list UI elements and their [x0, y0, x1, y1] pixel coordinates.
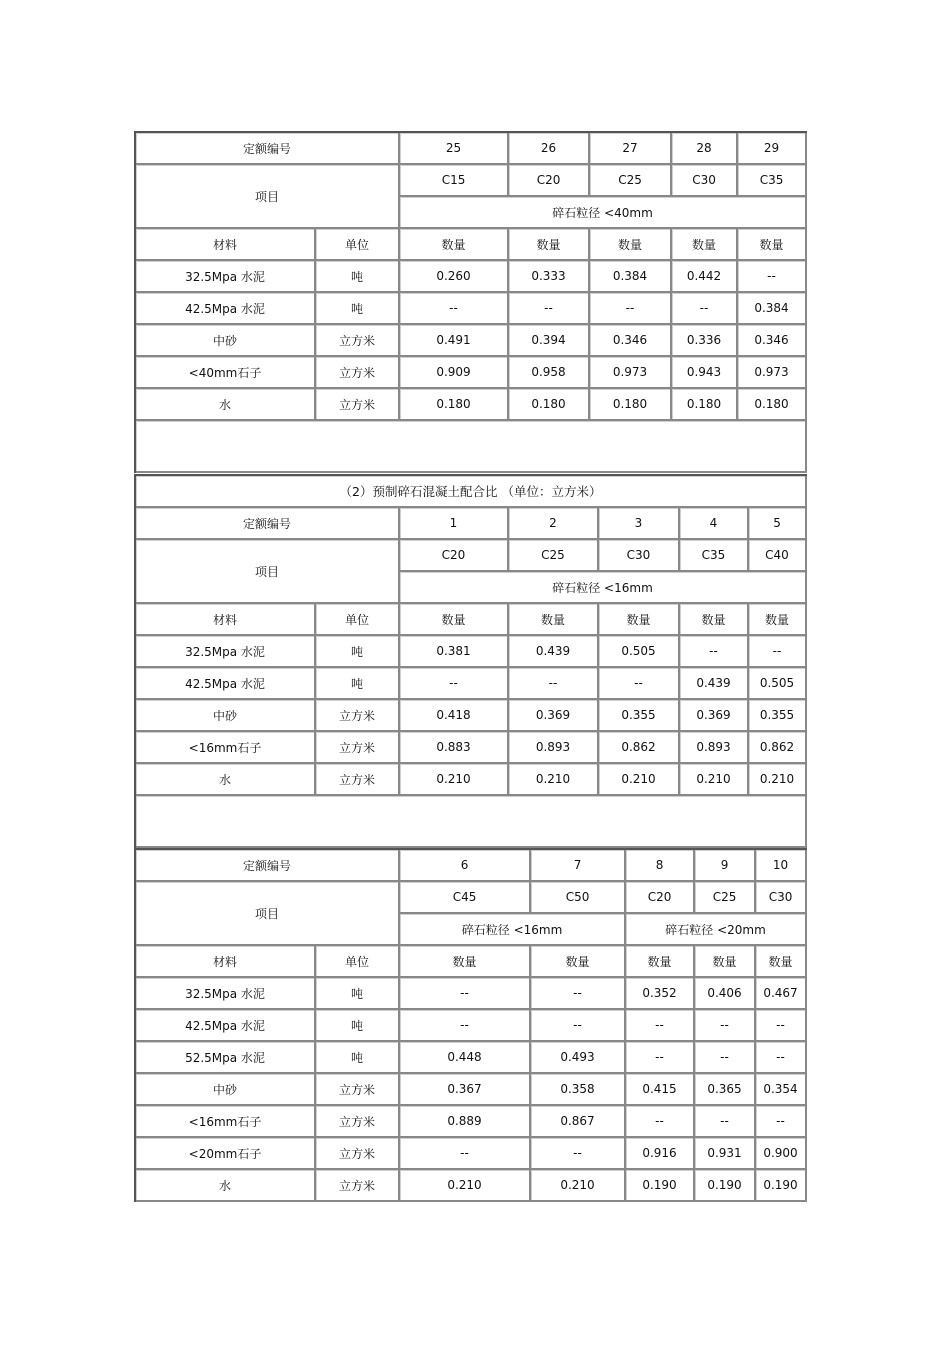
- item-label: 项目: [136, 165, 400, 229]
- quantity-cell: 0.352: [626, 978, 695, 1010]
- material-unit: 立方米: [316, 1170, 400, 1202]
- quantity-cell: --: [531, 1010, 626, 1042]
- quantity-cell: 0.210: [749, 764, 807, 796]
- quantity-cell: 0.467: [756, 978, 807, 1010]
- mix-ratio-table-2: [134, 474, 807, 848]
- table-row: [136, 1042, 807, 1074]
- grade-row: [136, 540, 807, 572]
- quantity-cell: 0.180: [590, 389, 672, 421]
- quantity-header: 数量: [680, 604, 749, 636]
- quantity-header: 数量: [738, 229, 807, 261]
- grade-row: [136, 882, 807, 914]
- blank-row: [136, 421, 807, 473]
- material-unit: 立方米: [316, 357, 400, 389]
- quantity-cell: 0.916: [626, 1138, 695, 1170]
- material-name: <16mm石子: [136, 1106, 316, 1138]
- quota-code: 7: [531, 850, 626, 882]
- quantity-cell: --: [626, 1106, 695, 1138]
- quantity-header: 数量: [695, 946, 756, 978]
- material-header: 材料: [136, 604, 316, 636]
- quota-code: 1: [400, 508, 509, 540]
- quantity-cell: 0.210: [400, 1170, 531, 1202]
- quantity-cell: --: [756, 1042, 807, 1074]
- material-unit: 立方米: [316, 1138, 400, 1170]
- quota-code: 3: [599, 508, 680, 540]
- material-name: 32.5Mpa 水泥: [136, 636, 316, 668]
- quantity-cell: 0.384: [590, 261, 672, 293]
- column-header-row: [136, 604, 807, 636]
- concrete-grade: C40: [749, 540, 807, 572]
- material-unit: 吨: [316, 1010, 400, 1042]
- quantity-cell: 0.862: [599, 732, 680, 764]
- quantity-header: 数量: [599, 604, 680, 636]
- quantity-cell: 0.893: [509, 732, 599, 764]
- quantity-cell: --: [531, 978, 626, 1010]
- quantity-cell: 0.889: [400, 1106, 531, 1138]
- caption-row: [136, 476, 807, 508]
- quantity-cell: --: [680, 636, 749, 668]
- material-unit: 立方米: [316, 1106, 400, 1138]
- quantity-cell: 0.909: [400, 357, 509, 389]
- quantity-cell: 0.336: [672, 325, 738, 357]
- quantity-cell: 0.415: [626, 1074, 695, 1106]
- concrete-grade: C30: [756, 882, 807, 914]
- material-name: 水: [136, 389, 316, 421]
- blank-cell: [136, 421, 807, 473]
- table-row: [136, 261, 807, 293]
- material-unit: 立方米: [316, 764, 400, 796]
- quantity-cell: --: [695, 1042, 756, 1074]
- quantity-cell: --: [738, 261, 807, 293]
- quota-code: 26: [509, 133, 590, 165]
- concrete-grade: C25: [695, 882, 756, 914]
- table-row: [136, 1106, 807, 1138]
- table-row: [136, 978, 807, 1010]
- quantity-cell: 0.384: [738, 293, 807, 325]
- quantity-cell: --: [749, 636, 807, 668]
- quantity-cell: 0.190: [626, 1170, 695, 1202]
- quantity-cell: 0.365: [695, 1074, 756, 1106]
- quantity-cell: --: [599, 668, 680, 700]
- table-row: [136, 293, 807, 325]
- quantity-cell: 0.346: [590, 325, 672, 357]
- quota-code: 4: [680, 508, 749, 540]
- table-row: [136, 1138, 807, 1170]
- concrete-grade: C35: [680, 540, 749, 572]
- material-name: 水: [136, 1170, 316, 1202]
- table-row: [136, 1074, 807, 1106]
- quantity-cell: 0.505: [749, 668, 807, 700]
- concrete-grade: C20: [626, 882, 695, 914]
- quantity-cell: 0.943: [672, 357, 738, 389]
- quantity-header: 数量: [590, 229, 672, 261]
- material-name: 52.5Mpa 水泥: [136, 1042, 316, 1074]
- quantity-header: 数量: [626, 946, 695, 978]
- material-unit: 吨: [316, 636, 400, 668]
- item-label: 项目: [136, 540, 400, 604]
- quota-code: 8: [626, 850, 695, 882]
- quantity-cell: --: [400, 668, 509, 700]
- material-name: 42.5Mpa 水泥: [136, 1010, 316, 1042]
- unit-header: 单位: [316, 946, 400, 978]
- table-row: [136, 732, 807, 764]
- quantity-cell: 0.958: [509, 357, 590, 389]
- material-name: 42.5Mpa 水泥: [136, 293, 316, 325]
- table-row: [136, 325, 807, 357]
- concrete-grade: C35: [738, 165, 807, 197]
- quantity-header: 数量: [531, 946, 626, 978]
- quota-code: 2: [509, 508, 599, 540]
- material-name: 中砂: [136, 1074, 316, 1106]
- item-label: 项目: [136, 882, 400, 946]
- quantity-cell: 0.210: [531, 1170, 626, 1202]
- column-header-row: [136, 229, 807, 261]
- table-row: [136, 1170, 807, 1202]
- quantity-cell: --: [531, 1138, 626, 1170]
- material-name: 32.5Mpa 水泥: [136, 978, 316, 1010]
- quantity-cell: 0.442: [672, 261, 738, 293]
- material-unit: 立方米: [316, 325, 400, 357]
- quantity-cell: --: [400, 978, 531, 1010]
- quantity-cell: 0.210: [680, 764, 749, 796]
- quota-code: 6: [400, 850, 531, 882]
- aggregate-size: 碎石粒径 <16mm: [400, 914, 626, 946]
- quantity-cell: 0.210: [509, 764, 599, 796]
- aggregate-size: 碎石粒径 <40mm: [400, 197, 807, 229]
- quota-code: 29: [738, 133, 807, 165]
- table-row: [136, 668, 807, 700]
- concrete-grade: C45: [400, 882, 531, 914]
- quantity-cell: 0.406: [695, 978, 756, 1010]
- quantity-cell: 0.883: [400, 732, 509, 764]
- quantity-cell: 0.900: [756, 1138, 807, 1170]
- unit-header: 单位: [316, 604, 400, 636]
- quantity-cell: 0.931: [695, 1138, 756, 1170]
- material-unit: 吨: [316, 978, 400, 1010]
- quantity-cell: --: [626, 1010, 695, 1042]
- quantity-cell: 0.493: [531, 1042, 626, 1074]
- quantity-cell: 0.346: [738, 325, 807, 357]
- table-row: [136, 700, 807, 732]
- quantity-cell: 0.355: [599, 700, 680, 732]
- quota-code: 25: [400, 133, 509, 165]
- quantity-cell: 0.358: [531, 1074, 626, 1106]
- quantity-cell: 0.893: [680, 732, 749, 764]
- grade-row: [136, 165, 807, 197]
- quota-code: 28: [672, 133, 738, 165]
- quantity-cell: 0.418: [400, 700, 509, 732]
- quantity-cell: --: [695, 1106, 756, 1138]
- quantity-cell: 0.260: [400, 261, 509, 293]
- quantity-cell: 0.369: [509, 700, 599, 732]
- table-row: [136, 636, 807, 668]
- quantity-header: 数量: [756, 946, 807, 978]
- concrete-grade: C20: [400, 540, 509, 572]
- material-unit: 吨: [316, 1042, 400, 1074]
- quantity-cell: 0.354: [756, 1074, 807, 1106]
- material-name: <20mm石子: [136, 1138, 316, 1170]
- concrete-grade: C25: [509, 540, 599, 572]
- quantity-cell: 0.381: [400, 636, 509, 668]
- table-caption: （2）预制碎石混凝土配合比 （单位：立方米）: [136, 476, 807, 508]
- quantity-cell: 0.180: [672, 389, 738, 421]
- material-unit: 立方米: [316, 700, 400, 732]
- quantity-header: 数量: [672, 229, 738, 261]
- quantity-cell: --: [626, 1042, 695, 1074]
- quantity-cell: 0.355: [749, 700, 807, 732]
- quantity-cell: 0.394: [509, 325, 590, 357]
- material-unit: 立方米: [316, 732, 400, 764]
- quantity-cell: 0.491: [400, 325, 509, 357]
- concrete-grade: C15: [400, 165, 509, 197]
- quantity-cell: 0.210: [400, 764, 509, 796]
- quantity-header: 数量: [400, 229, 509, 261]
- material-unit: 立方米: [316, 389, 400, 421]
- concrete-grade: C20: [509, 165, 590, 197]
- material-header: 材料: [136, 946, 316, 978]
- blank-row: [136, 796, 807, 848]
- quantity-cell: 0.862: [749, 732, 807, 764]
- quota-code: 9: [695, 850, 756, 882]
- quantity-cell: 0.180: [738, 389, 807, 421]
- quantity-cell: --: [400, 293, 509, 325]
- quantity-cell: 0.190: [695, 1170, 756, 1202]
- quantity-cell: 0.448: [400, 1042, 531, 1074]
- quota-code: 5: [749, 508, 807, 540]
- quota-code: 27: [590, 133, 672, 165]
- material-unit: 吨: [316, 293, 400, 325]
- quota-code-label: 定额编号: [136, 508, 400, 540]
- material-name: 中砂: [136, 700, 316, 732]
- blank-cell: [136, 796, 807, 848]
- quantity-cell: --: [756, 1010, 807, 1042]
- quantity-cell: --: [400, 1138, 531, 1170]
- quantity-cell: --: [695, 1010, 756, 1042]
- material-unit: 立方米: [316, 1074, 400, 1106]
- quantity-cell: --: [400, 1010, 531, 1042]
- quantity-cell: 0.367: [400, 1074, 531, 1106]
- quantity-cell: 0.180: [509, 389, 590, 421]
- quantity-cell: 0.973: [590, 357, 672, 389]
- unit-header: 单位: [316, 229, 400, 261]
- material-unit: 吨: [316, 668, 400, 700]
- quota-code-row: [136, 850, 807, 882]
- quota-code-row: [136, 133, 807, 165]
- concrete-grade: C25: [590, 165, 672, 197]
- material-name: 水: [136, 764, 316, 796]
- table-row: [136, 357, 807, 389]
- concrete-grade: C50: [531, 882, 626, 914]
- mix-ratio-table-3: [134, 848, 807, 1202]
- quantity-cell: 0.973: [738, 357, 807, 389]
- material-name: 42.5Mpa 水泥: [136, 668, 316, 700]
- quota-code-label: 定额编号: [136, 133, 400, 165]
- aggregate-size: 碎石粒径 <20mm: [626, 914, 807, 946]
- concrete-grade: C30: [672, 165, 738, 197]
- quantity-cell: 0.333: [509, 261, 590, 293]
- quantity-header: 数量: [509, 229, 590, 261]
- quantity-cell: 0.210: [599, 764, 680, 796]
- material-name: <40mm石子: [136, 357, 316, 389]
- quantity-cell: --: [509, 293, 590, 325]
- table-row: [136, 764, 807, 796]
- quantity-cell: --: [509, 668, 599, 700]
- concrete-grade: C30: [599, 540, 680, 572]
- quantity-cell: 0.439: [680, 668, 749, 700]
- material-unit: 吨: [316, 261, 400, 293]
- material-header: 材料: [136, 229, 316, 261]
- quantity-header: 数量: [509, 604, 599, 636]
- quantity-cell: --: [672, 293, 738, 325]
- mix-ratio-table-1: [134, 131, 807, 473]
- quota-code: 10: [756, 850, 807, 882]
- quantity-cell: 0.190: [756, 1170, 807, 1202]
- material-name: 32.5Mpa 水泥: [136, 261, 316, 293]
- material-name: 中砂: [136, 325, 316, 357]
- column-header-row: [136, 946, 807, 978]
- quantity-cell: --: [590, 293, 672, 325]
- aggregate-size: 碎石粒径 <16mm: [400, 572, 807, 604]
- table-row: [136, 389, 807, 421]
- quantity-header: 数量: [749, 604, 807, 636]
- quantity-cell: 0.505: [599, 636, 680, 668]
- table-row: [136, 1010, 807, 1042]
- quota-code-label: 定额编号: [136, 850, 400, 882]
- quantity-header: 数量: [400, 604, 509, 636]
- quantity-header: 数量: [400, 946, 531, 978]
- quantity-cell: --: [756, 1106, 807, 1138]
- material-name: <16mm石子: [136, 732, 316, 764]
- quota-code-row: [136, 508, 807, 540]
- quantity-cell: 0.180: [400, 389, 509, 421]
- quantity-cell: 0.867: [531, 1106, 626, 1138]
- quantity-cell: 0.439: [509, 636, 599, 668]
- quantity-cell: 0.369: [680, 700, 749, 732]
